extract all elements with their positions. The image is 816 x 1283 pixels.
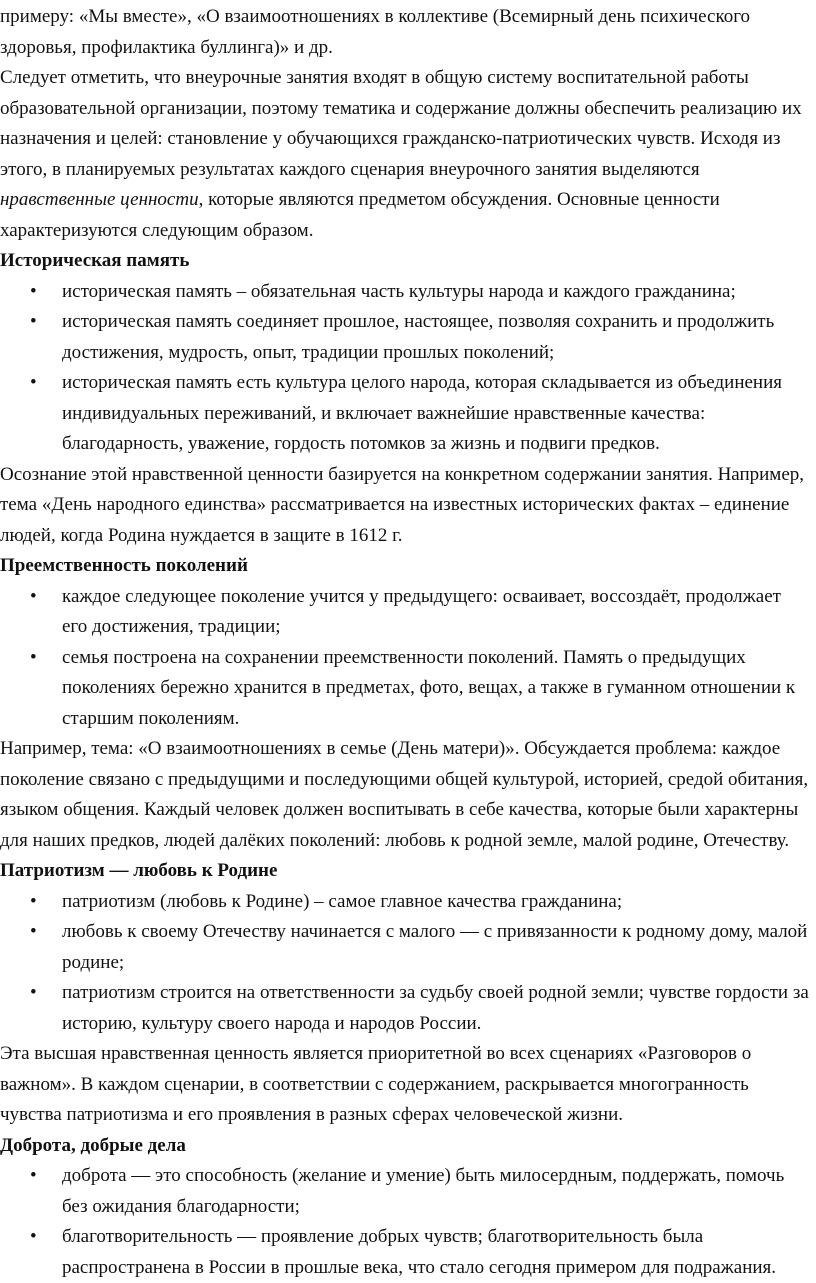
bullet-icon: • <box>30 311 37 332</box>
intro-paragraph-1: примеру: «Мы вместе», «О взаимоотношениях в коллективе (Всемирный день психического здоровья, профилактика буллинга)» и др. <box>0 6 751 58</box>
bullet-icon: • <box>30 890 37 912</box>
list-item <box>0 917 810 978</box>
list-item <box>0 368 810 460</box>
intro-text-end: , которые являются предметом обсуждения. Основные ценности характеризуются следующим образом. <box>0 189 720 241</box>
list-item-text: патриотизм строится на ответственности за судьбу своей родной земли; чувстве гордости за историю, культуру своего народа и народов России. <box>62 982 809 1034</box>
bullet-icon: • <box>30 646 37 668</box>
list-item <box>0 887 810 918</box>
list-item-text: любовь к своему Отечеству начинается с малого — с привязанности к родному дому, малой родине; <box>62 921 808 973</box>
bullet-icon: • <box>30 372 37 393</box>
list-item-text: патриотизм (любовь к Родине) – самое главное качества гражданина; <box>62 890 623 912</box>
list-item <box>0 1222 810 1283</box>
intro-text-start: Следует отметить, что внеурочные занятия входят в общую систему воспитательной работы образовательной организации, поэтому тематика и содержание должны обеспечить реализацию их назначения и целей: становление у обучающихся гражданско-патриотических чувств. Исходя из этого, в планируемых результатах каждого сценария внеурочного занятия выделяются <box>0 67 802 180</box>
list-item-text: историческая память – обязательная часть культуры народа и каждого гражданина; <box>62 280 736 302</box>
bullet-icon: • <box>30 1165 37 1186</box>
list-item-text: историческая память есть культура целого народа, которая складывается из объединения индивидуальных переживаний, и включает важнейшие нравственные качества: благодарность, уважение, гордость потомков за жизнь и подвиги предков. <box>62 372 782 454</box>
list-item-text: каждое следующее поколение учится у предыдущего: осваивает, воссоздаёт, продолжает его достижения, традиции; <box>62 585 781 637</box>
list-item <box>0 643 810 735</box>
bullet-icon: • <box>30 921 37 942</box>
section-heading-generational-continuity: Преемственность поколений <box>0 555 248 576</box>
bullet-list-kindness <box>0 1161 810 1283</box>
list-item-text: историческая память соединяет прошлое, настоящее, позволяя сохранить и продолжить достижения, мудрость, опыт, традиции прошлых поколений; <box>62 311 775 363</box>
bullet-list-patriotism <box>0 887 810 1040</box>
list-item-text: семья построена на сохранении преемственности поколений. Память о предыдущих поколениях бережно хранится в предметах, фото, вещах, а также в гуманном отношении к старшим поколениям. <box>62 646 796 729</box>
bullet-icon: • <box>30 982 37 1003</box>
list-item <box>0 307 810 368</box>
list-item <box>0 978 810 1039</box>
bullet-icon: • <box>30 585 37 607</box>
section-heading-patriotism: Патриотизм — любовь к Родине <box>0 860 278 881</box>
list-item <box>0 582 810 643</box>
section-paragraph-generational-continuity: Например, тема: «О взаимоотношениях в семье (День матери)». Обсуждается проблема: каждое поколение связано с предыдущими и последующими общей культурой, историей, средой обитания, языком общения. Каждый человек должен воспитывать в себе качества, которые были характерны для наших предков, людей далёких поколений: любовь к родной земле, малой родине, Отечеству. <box>0 738 809 851</box>
bullet-icon: • <box>30 1226 37 1247</box>
list-item <box>0 277 810 308</box>
section-paragraph-historical-memory: Осознание этой нравственной ценности базируется на конкретном содержании занятия. Например, тема «День народного единства» рассматривается на известных исторических фактах – единение людей, когда Родина нуждается в защите в 1612 г. <box>0 463 805 546</box>
list-item <box>0 1161 810 1222</box>
list-item-text: благотворительность — проявление добрых чувств; благотворительность была распространена в России в прошлые века, что стало сегодня примером для подражания. <box>62 1226 777 1278</box>
moral-values-term: нравственные ценности <box>0 189 199 210</box>
section-heading-historical-memory: Историческая память <box>0 250 190 271</box>
list-item-text: доброта — это способность (желание и умение) быть милосердным, поддержать, помочь без ожидания благодарности; <box>62 1165 785 1217</box>
section-paragraph-patriotism: Эта высшая нравственная ценность является приоритетной во всех сценариях «Разговоров о важном». В каждом сценарии, в соответствии с содержанием, раскрывается многогранность чувства патриотизма и его проявления в разных сферах человеческой жизни. <box>0 1043 752 1125</box>
section-heading-kindness: Доброта, добрые дела <box>0 1134 186 1156</box>
bullet-icon: • <box>30 280 37 302</box>
intro-paragraph-2 <box>0 63 810 246</box>
bullet-list-generational-continuity <box>0 582 810 735</box>
bullet-list-historical-memory <box>0 277 810 460</box>
